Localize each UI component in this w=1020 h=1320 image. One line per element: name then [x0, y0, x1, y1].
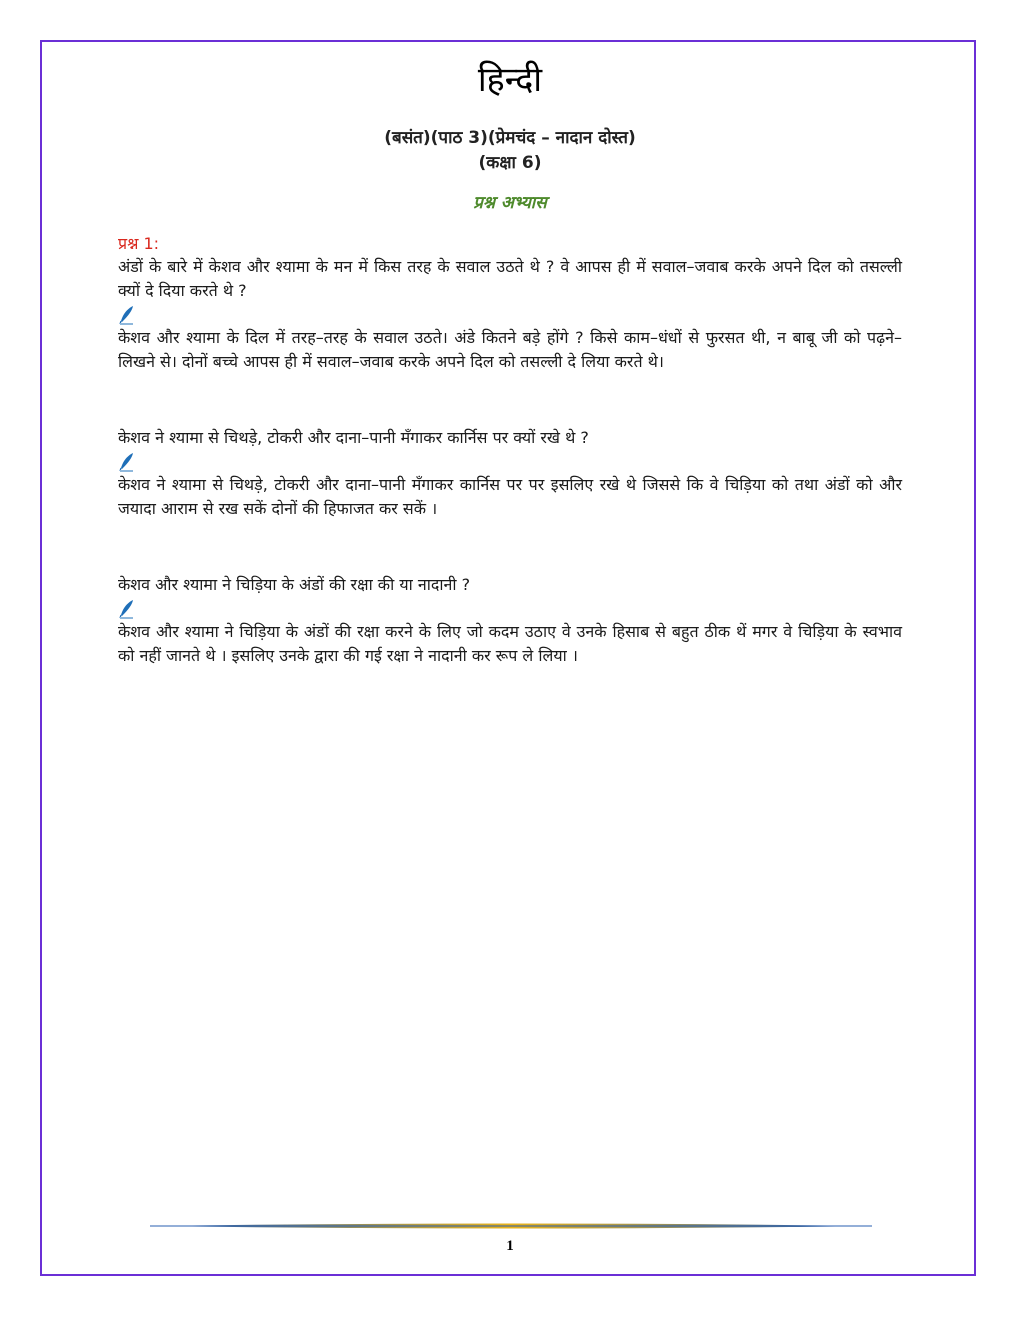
question-block-1: [118, 233, 902, 374]
section-heading: प्रश्न अभ्यास: [473, 193, 547, 213]
question-text: केशव ने श्यामा से चिथड़े, टोकरी और दाना–पानी मँगाकर कार्निस पर क्यों रखे थे ?: [118, 428, 589, 447]
question-text: अंडों के बारे में केशव और श्यामा के मन में किस तरह के सवाल उठते थे ? वे आपस ही में सवाल–जवाब करके अपने दिल को तसल्ली क्यों दे दिया करते थे ?: [118, 257, 902, 300]
question-block-3: [118, 573, 902, 668]
lesson-subtitle: (बसंत)(पाठ 3)(प्रेमचंद – नादान दोस्त): [384, 128, 636, 148]
pen-icon: [118, 598, 136, 620]
footer-rule: [150, 1222, 872, 1230]
answer-text: केशव और श्यामा ने चिड़िया के अंडों की रक्षा करने के लिए जो कदम उठाए वे उनके हिसाब से बहुत ठीक थें मगर वे चिड़िया के स्वभाव को नहीं जानते थे । इसलिए उनके द्वारा की गई रक्षा ने नादानी कर रूप ले लिया ।: [118, 622, 902, 665]
question-label: प्रश्न 1:: [118, 234, 160, 253]
answer-text: केशव और श्यामा के दिल में तरह–तरह के सवाल उठते। अंडे कितने बड़े होंगे ? किसे काम–धंधों से फुरसत थी, न बाबू जी को पढ़ने–लिखने से। दोनों बच्चे आपस ही में सवाल–जवाब करके अपने दिल को तसल्ली दे लिया करते थे।: [118, 328, 902, 371]
page-number: 1: [506, 1238, 514, 1254]
question-block-2: [118, 426, 902, 521]
pen-icon: [118, 451, 136, 473]
pen-icon: [118, 304, 136, 326]
question-text: केशव और श्यामा ने चिड़िया के अंडों की रक्षा की या नादानी ?: [118, 575, 471, 594]
answer-text: केशव ने श्यामा से चिथड़े, टोकरी और दाना–पानी मँगाकर कार्निस पर पर इसलिए रखे थे जिससे कि वे चिड़िया को तथा अंडों को और जयादा आराम से रख सकें दोनों की हिफाजत कर सकें ।: [118, 475, 902, 518]
content: [118, 233, 902, 668]
class-subtitle: (कक्षा 6): [478, 153, 542, 173]
page-title: हिन्दी: [477, 60, 543, 100]
